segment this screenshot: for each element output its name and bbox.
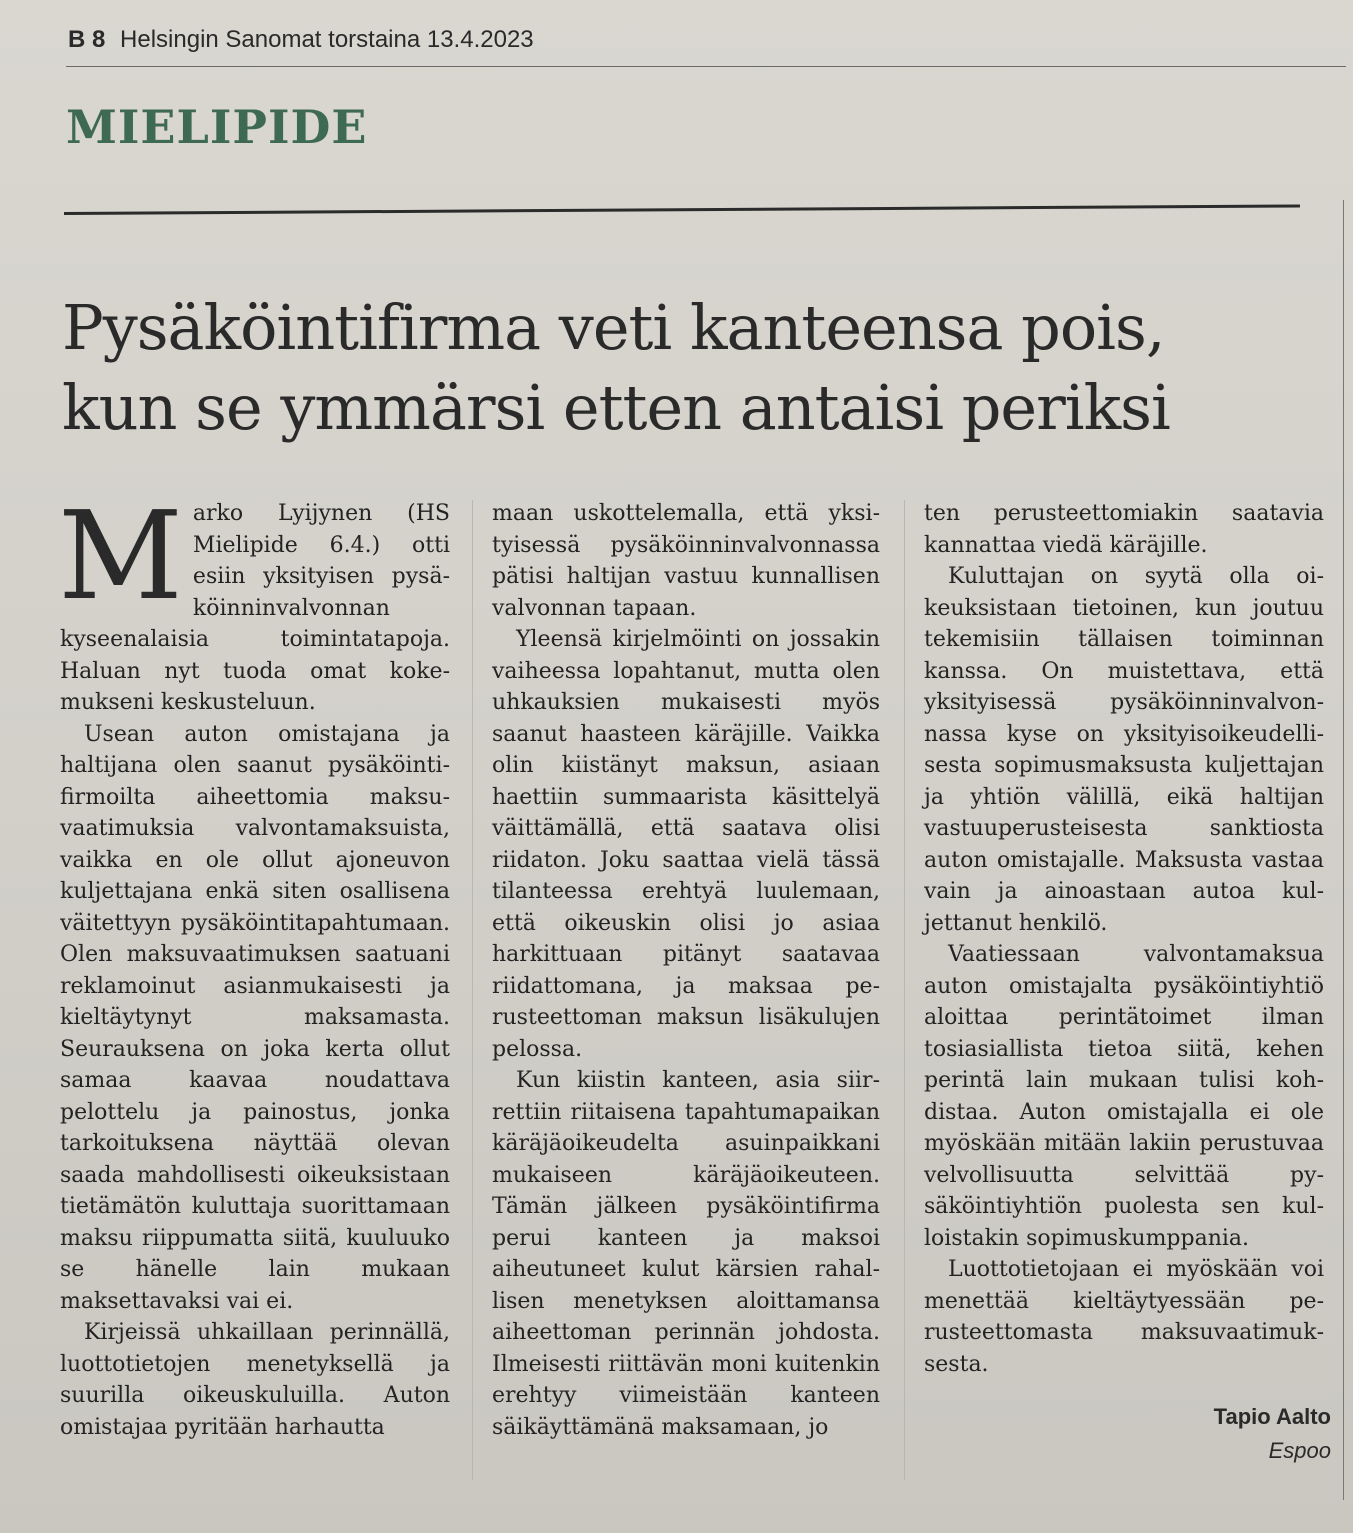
headline-line-2: kun se ymmärsi etten antaisi periksi: [62, 371, 1170, 444]
article-column-2: [492, 498, 880, 1443]
author-city: Espoo: [1268, 1438, 1331, 1463]
column-separator: [472, 500, 473, 1480]
page-number: B 8: [68, 26, 106, 53]
paragraph: ten perusteettomiakin saatavia kannattaa viedä käräjille.: [924, 501, 1324, 558]
section-title: MIELIPIDE: [66, 100, 368, 154]
paragraph: Vaatiessaan valvontamaksua auton omistajalta pysäköintiyhtiö aloittaa perintätoimet ilman tosiasiallista tietoa siitä, kehen perintä lain mukaan tulisi kohdistaa. Auton omistajalla ei ole myöskään mitään lakiin perustuvaa velvollisuutta selvittää pysäköintiyhtiön puolesta sen kulloistakin sopimuskumppania.: [924, 942, 1324, 1251]
right-margin-rule: [1343, 200, 1344, 1500]
article-column-3: [924, 498, 1324, 1380]
paragraph: Kirjeissä uhkaillaan perinnällä, luottotietojen menetyksellä ja suurilla oikeuskuluilla. Auton omistajaa pyritään harhautta: [60, 1320, 450, 1440]
paragraph: Kuluttajan on syytä olla oikeuksistaan tietoinen, kun joutuu tekemisiin tällaisen toiminnan kanssa. On muistettava, että yksityisessä pysäköinninvalvonnassa kyse on yksityisoikeudellisesta sopimusmaksusta kuljettajan ja yhtiön välillä, eikä haltijan vastuuperusteisesta sanktiosta auton omistajalle. Maksusta vastaa vain ja ainoastaan autoa kuljettanut henkilö.: [924, 564, 1324, 936]
paragraph: maan uskottelemalla, että yksityisessä pysäköinninvalvonnassa pätisi haltijan vastuu kunnallisen valvonnan tapaan.: [492, 501, 880, 621]
drop-cap: M: [58, 485, 183, 627]
headline-line-1: Pysäköintifirma veti kanteensa pois,: [62, 291, 1165, 364]
author-byline: [1214, 1400, 1331, 1468]
headline: [62, 288, 1332, 448]
paragraph: Kun kiistin kanteen, asia siirrettiin riitaisena tapahtumapaikan käräjäoikeudelta asuinpaikkani mukaiseen käräjäoikeuteen. Tämän jälkeen pysäköintifirma perui kanteen ja maksoi aiheutuneet kulut kärsien rahallisen menetyksen aloittamansa aiheettoman perinnän johdosta. Ilmeisesti riittävän moni kuitenkin erehtyy viimeistään kanteen säikäyttämänä maksamaan, jo: [492, 1068, 880, 1440]
author-name: Tapio Aalto: [1213, 1404, 1331, 1429]
paragraph-text: arko Lyijynen (HS Mielipide 6.4.) otti esiin yksityisen pysäköinninvalvonnan kyseenalaisia toimintatapoja. Haluan nyt tuoda omat kokemukseni keskusteluun.: [60, 501, 450, 715]
paragraph: Yleensä kirjelmöinti on jossakin vaiheessa lopahtanut, mutta olen uhkauksien mukaisesti myös saanut haasteen käräjille. Vaikka olin kiistänyt maksun, asiaan haettiin summaarista käsittelyä väittämällä, että saatava olisi riidaton. Joku saattaa vielä tässä tilanteessa erehtyä luulemaan, että oikeuskin olisi jo asiaa harkittuaan pitänyt saatavaa riidattomana, ja maksaa perusteettoman maksun lisäkulujen pelossa.: [492, 627, 880, 1062]
header-rule: [66, 66, 1346, 67]
paragraph: [58, 485, 450, 719]
article-column-1: [58, 485, 450, 1443]
publication-line: Helsingin Sanomat torstaina 13.4.2023: [120, 26, 534, 53]
paragraph: Usean auton omistajana ja haltijana olen saanut pysäköintifirmoilta aiheettomia maksuvaatimuksia valvontamaksuista, vaikka en ole ollut ajoneuvon kuljettajana enkä siten osallisena väitettyyn pysäköintitapahtumaan. Olen maksuvaatimuksen saatuani reklamoinut asianmukaisesti ja kieltäytynyt maksamasta. Seurauksena on joka kerta ollut samaa kaavaa noudattava pelottelu ja painostus, jonka tarkoituksena näyttää olevan saada mahdollisesti oikeuksistaan tietämätön kuluttaja suorittamaan maksu riippumatta siitä, kuuluuko se hänelle lain mukaan maksettavaksi vai ei.: [60, 721, 450, 1314]
section-divider: [64, 204, 1300, 215]
column-separator: [904, 500, 905, 1480]
page-header: [68, 26, 534, 54]
paragraph: Luottotietojaan ei myöskään voi menettää kieltäytyessään perusteettomasta maksuvaatimuksesta.: [924, 1257, 1324, 1377]
